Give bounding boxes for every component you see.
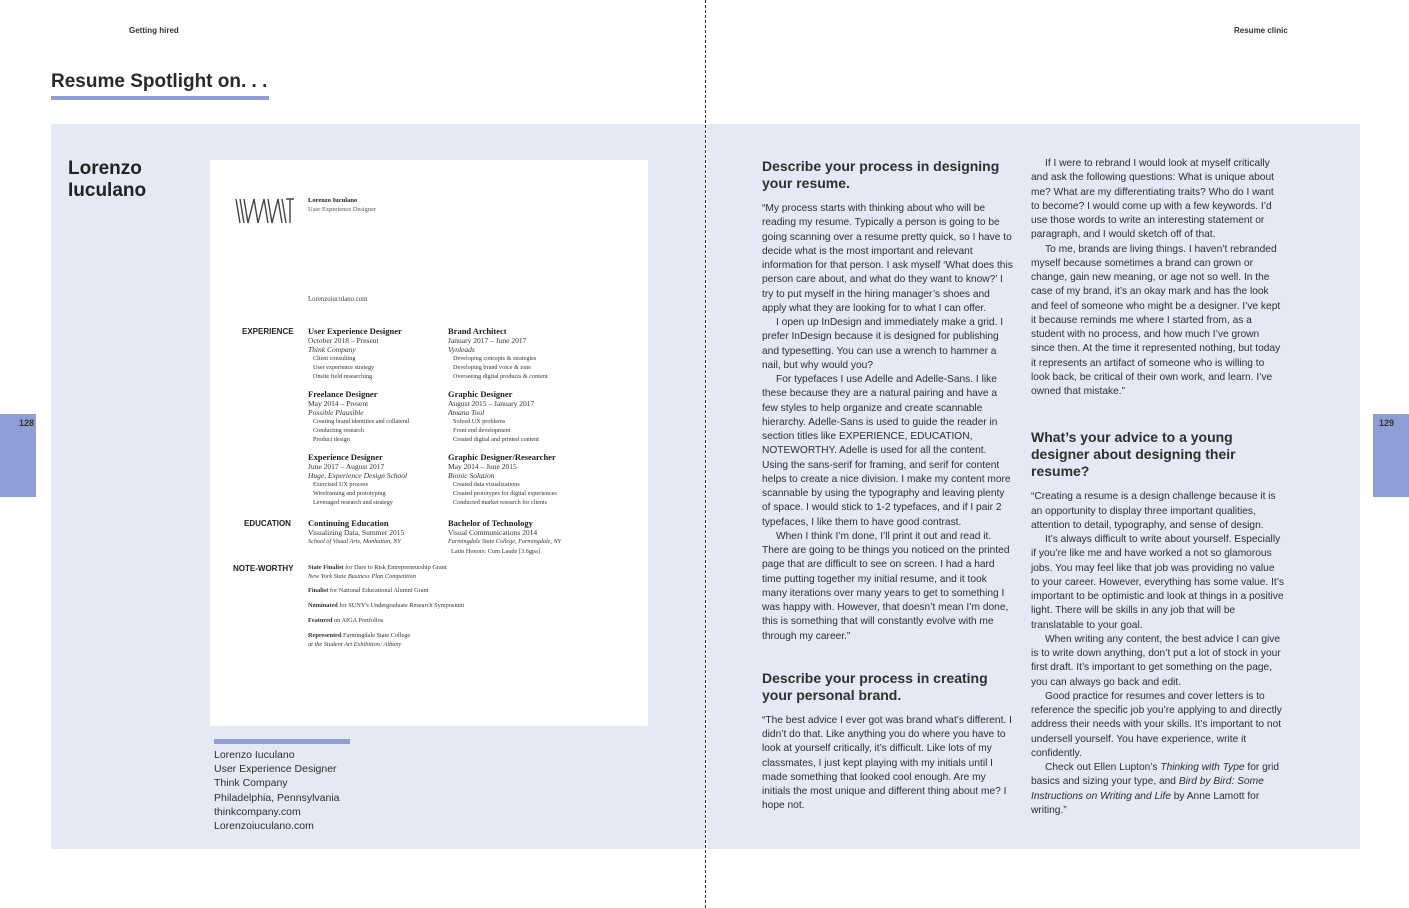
noteworthy-item: Finalist for National Educational Alumni Grant [308,587,429,594]
resume-job [308,326,446,381]
credit-portfolio-site: Lorenzoiuculano.com [214,820,314,833]
resume-name: Lorenzo Iuculano [308,197,358,204]
credit-title: User Experience Designer [214,763,337,776]
job-org: Think Company [308,345,356,354]
edu-line: Visual Communications 2014 [448,528,538,537]
credit-location: Philadelphia, Pennsylvania [214,791,340,804]
job-bullet: Created prototypes for digital experiences [453,490,557,497]
job-title: Freelance Designer [308,389,378,399]
job-bullet: Wireframing and prototyping [313,490,386,497]
answer-paragraph: Good practice for resumes and cover letters is to reference the specific job you’re applying to and directly address their needs with your skills. It’s important to not undersell yourself. You have experience, write it confidently. [1031,690,1282,759]
job-bullet: Overseeing digital products & content [453,373,548,380]
job-bullet: Onsite field researching [313,373,373,380]
job-bullet: Front end development [453,427,511,434]
credit-block [214,748,434,833]
resume-job [448,389,623,444]
noteworthy-item: Featured on AIGA Portfolios [308,617,384,624]
resume-education [448,518,628,557]
resume-job [308,452,446,507]
answer-paragraph: It’s always difficult to write about yourself. Especially if you’re like me and have worked a not so glamorous jobs. You may feel like that job was providing no value to your career. However, everything has some value. It’s important to be optimistic and look at things in a positive light. There will be skills in any job that will be translatable to your goal. [1031,534,1284,631]
job-dates: January 2017 – June 2017 [448,336,527,345]
job-bullet: Solved UX problems [453,418,506,425]
section-noteworthy: NOTE-WORTHY [233,564,294,573]
noteworthy-lead: Nominated [308,602,338,609]
answer-paragraph: To me, brands are living things. I haven’t rebranded myself because sometimes a brand can grown or change, gain new meaning, or age not so well. In the case of my brand, it’s an okay mark and has the look and feel of someone who might be a designer. I’ve kept it because reminds me where I started from, as a student with no process, and how much I’ve grown since then. At the time it represented nothing, but today it represents an artifact of someone who is willing to look back, be critical of their own work, and learn. I’ve owned that mistake.” [1031,243,1281,397]
job-bullet: Exercised UX process [313,481,368,488]
job-title: Brand Architect [448,326,507,336]
job-org: Amana Tool [448,408,485,417]
resume-website: Lorenzoiuculano.com [308,296,368,303]
noteworthy-lead: Represented [308,632,342,639]
job-org: Possible Plausible [308,408,364,417]
answer-paragraph: “My process starts with thinking about who will be reading my resume. Typically a person is going to be going scanning over a resume pretty quick, so I have to decide what is the most important and relevant information for that person. I ask myself ‘What does this person care about, and what do they want to know?’ I try to put myself in the hiring manager’s shoes and apply what they are looking for to what I can offer. [762,203,1013,314]
job-org: Vynleads [448,345,475,354]
job-bullet: Developing brand voice & tone [453,364,532,371]
question-heading: What’s your advice to a young designer about designing their resume? [1031,429,1236,480]
job-bullet: Client consulting [313,355,356,362]
job-bullet: Developing concepts & strategies [453,355,537,362]
job-dates: May 2014 – Present [308,399,369,408]
job-org: Huge, Experience Design School [308,471,408,480]
edu-school: School of Visual Arts, Manhattan, NY [308,538,401,545]
credit-name: Lorenzo Iuculano [214,749,295,761]
designer-name [68,158,146,202]
answer-paragraph: “Creating a resume is a design challenge because it is an opportunity to display three important qualities, attention to detail, typography, and sense of design. [1031,491,1276,531]
job-bullet: Conducted market research for clients [453,499,548,506]
resume-sheet [210,160,648,726]
job-title: Experience Designer [308,452,383,462]
section-experience: EXPERIENCE [242,327,294,336]
page-number-right: 129 [1379,418,1395,428]
edu-title: Continuing Education [308,518,389,528]
job-title: Graphic Designer [448,389,513,399]
resume-education [308,518,446,546]
job-dates: August 2015 – January 2017 [448,399,535,408]
noteworthy-item: State Finalist for Dare to Risk Entrepreneurship Grant New York State Business Plan Competition [308,564,447,580]
credit-company: Think Company [214,777,288,790]
question-heading: Describe your process in creating your personal brand. [762,669,988,703]
designer-first-name: Lorenzo [68,158,142,179]
answer-paragraph: For typefaces I use Adelle and Adelle-Sans. I like these because they are a natural pairing and have a few styles to help organize and create scannable hierarchy. Adelle-Sans is used to guide the reader in section titles like EXPERIENCE, EDUCATION, NOTEWORTHY. Adelle is used for all the content. Using the sans-serif for framing, and serif for content helps to create a nice division. I make my content more scannable by using the typography and leaving plenty of space. I would stick to 1-2 typefaces, and if I pair 2 typefaces, I like them to have good contrast. [762,374,1011,528]
answer-paragraph: Check out Ellen Lupton’s Thinking with Type for grid basics and sizing your type, and Bird by Bird: Some Instructions on Writing and Life by Anne Lamott for writing.” [1031,762,1280,816]
noteworthy-item: Represented Farmingdale State College at the Student Art Exhibition: Albany [308,632,411,648]
resume-job [308,389,446,444]
job-bullet: Conducting research [313,427,365,434]
job-bullet: Leveraged research and strategy [313,499,393,506]
job-bullet: Creating brand identities and collateral [313,418,410,425]
resume-job [448,326,623,381]
job-dates: May 2014 – June 2015 [448,462,517,471]
job-bullet: User experience strategy [313,364,375,371]
answer-paragraph: I open up InDesign and immediately make a grid. I prefer InDesign because it is designed for publishing and typesetting. You can use a wrench to hammer a nail, but why would you? [762,317,1004,371]
job-org: Bionic Solution [448,471,495,480]
title-underline [51,96,269,100]
resume-role: User Experience Designer [308,206,377,213]
answer-paragraph: “The best advice I ever got was brand what’s different. I didn’t do that. Like anything you do where you have to look at yourself critically, it’s difficult. Like lots of my classmates, I just kept playing with my initials until I made something that looked cool enough. Are my initials the most unique and different thing about me? I hope not. [762,714,1012,812]
monogram-logo-icon [234,196,298,228]
job-bullet: Created data visualizations [453,481,520,488]
edu-school: Farmingdale State College, Farmingdale, NY [448,538,562,545]
answer-paragraph: When I think I’m done, I’ll print it out and read it. There are going to be things you noticed on the printed page that are difficult to see on screen. I had a hard time putting together my initial resume, and it took many iterations over many years to get to something I was happy with. However, that doesn’t mean I’m done, this is something that will constantly evolve with me through my career.” [762,530,1010,642]
running-head-right: Resume clinic [1234,26,1288,35]
spotlight-title: Resume Spotlight on. . . [51,71,268,92]
page-spine [705,0,706,908]
noteworthy-lead: Finalist [308,587,329,594]
interview-column-left [762,158,1014,814]
book-title: Thinking with Type [1160,762,1245,773]
job-dates: June 2017 – August 2017 [308,462,385,471]
answer-paragraph: When writing any content, the best advice I can give is to write down anything, don’t put a lot of stock in your first draft. It’s important to get something on the page, you can always go back and edit. [1031,633,1281,688]
credit-bar [214,739,350,744]
edu-title: Bachelor of Technology [448,518,533,528]
designer-last-name: Iuculano [68,180,147,201]
noteworthy-lead: State Finalist [308,564,344,571]
credit-company-site: thinkcompany.com [214,805,301,818]
job-title: Graphic Designer/Researcher [448,452,556,462]
edu-line: Visualizing Data, Summer 2015 [308,528,405,537]
job-dates: October 2018 – Present [308,336,379,345]
page-number-left: 128 [19,418,35,428]
interview-column-right [1031,157,1285,818]
resume-job [448,452,628,507]
book-title: Bird by Bird: Some Instructions on Writing and Life [1031,776,1264,802]
job-bullet: Product design [313,436,350,443]
answer-paragraph: If I were to rebrand I would look at myself critically and ask the following questions: What is unique about me? What are my differentiating traits? Who do I want to become? I would come up with a few keywords. I’d use those words to write an interesting statement or paragraph, and I would sketch off of that. [1031,158,1274,241]
section-education: EDUCATION [244,519,291,528]
job-bullet: Created digital and printed content [453,436,539,443]
noteworthy-item: Nominated for SUNY's Undergraduate Research Symposium [308,602,465,609]
job-title: User Experience Designer [308,326,402,336]
noteworthy-lead: Featured [308,617,333,624]
running-head-left: Getting hired [129,26,179,35]
edu-honors: Latin Honors: Cum Laude [3.6gpa] [451,548,541,555]
question-heading: Describe your process in designing your resume. [762,158,1000,191]
